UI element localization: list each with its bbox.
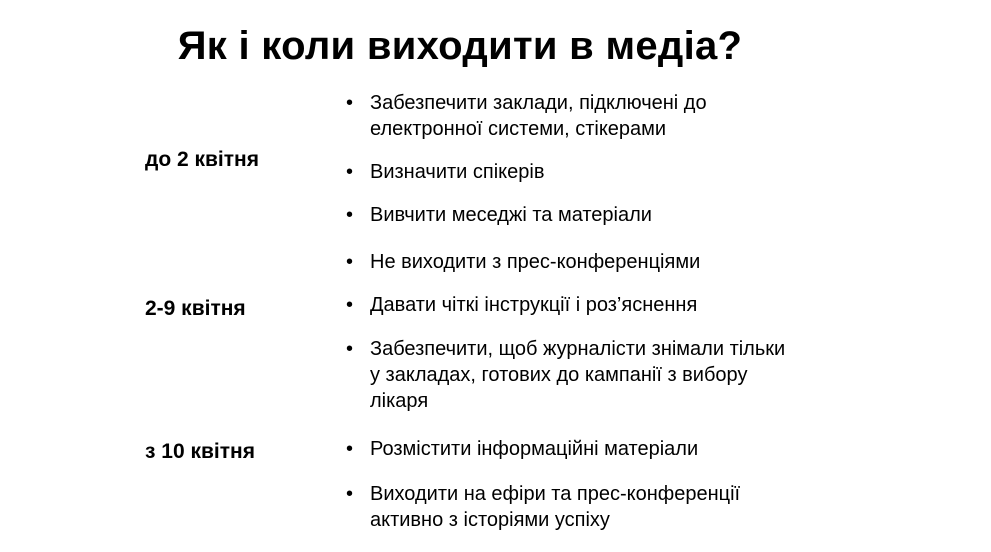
bullet-dot: •: [346, 338, 354, 360]
bullet-item: [346, 481, 816, 533]
bullet-dot: •: [346, 161, 354, 183]
period-label-april-2-9: 2-9 квітня: [145, 297, 246, 320]
bullet-item: [346, 90, 816, 142]
period-label-from-april-10: з 10 квітня: [145, 440, 255, 463]
bullet-item: [346, 202, 816, 228]
bullet-dot: •: [346, 438, 354, 460]
bullet-item: [346, 436, 816, 462]
bullet-text: Визначити спікерів: [370, 161, 545, 183]
bullet-dot: •: [346, 204, 354, 226]
bullet-dot: •: [346, 483, 354, 505]
bullet-text: Давати чіткі інструкції і роз’яснення: [370, 294, 698, 316]
slide-title: Як і коли виходити в медіа?: [177, 24, 743, 68]
bullet-text: Не виходити з прес-конференціями: [370, 251, 701, 273]
bullet-text: Забезпечити заклади, підключені до електронної системи, стікерами: [370, 92, 707, 140]
bullet-text: Забезпечити, щоб журналісти знімали тільки у закладах, готових до кампанії з вибору лікаря: [370, 338, 786, 412]
bullet-text: Виходити на ефіри та прес-конференції активно з історіями успіху: [370, 483, 741, 531]
bullet-item: [346, 159, 816, 185]
bullet-dot: •: [346, 251, 354, 273]
bullet-text: Розмістити інформаційні матеріали: [370, 438, 699, 460]
bullet-text: Вивчити меседжі та матеріали: [370, 204, 652, 226]
bullet-item: [346, 292, 816, 318]
bullet-dot: •: [346, 294, 354, 316]
bullet-dot: •: [346, 92, 354, 114]
bullet-item: [346, 249, 816, 275]
bullet-item: [346, 336, 816, 414]
period-label-before-april-2: до 2 квітня: [145, 148, 259, 171]
